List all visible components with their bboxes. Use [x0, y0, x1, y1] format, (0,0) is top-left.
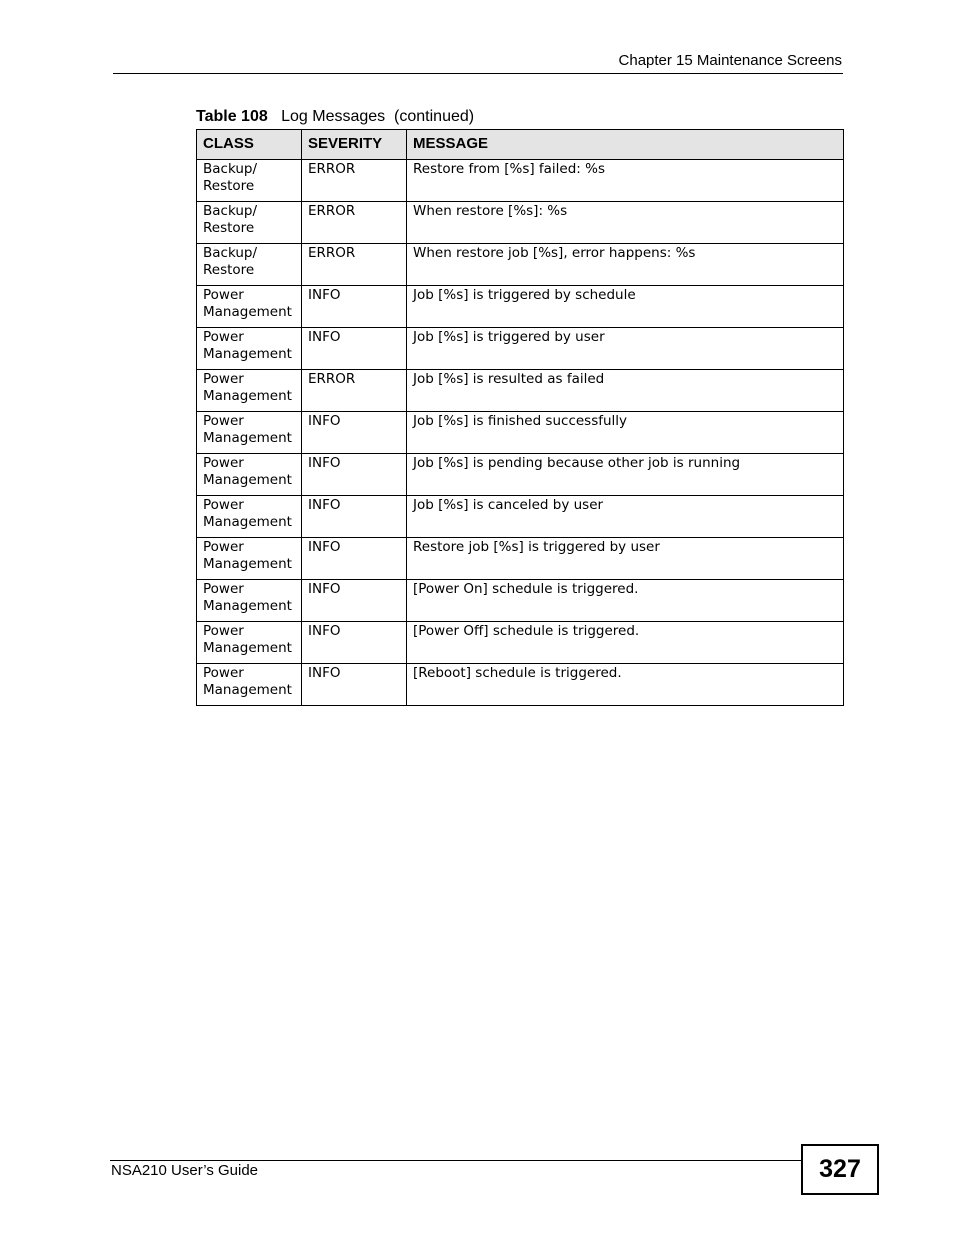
severity-cell: INFO — [302, 622, 407, 664]
class-cell — [197, 622, 302, 664]
class-line-2: Management — [203, 430, 292, 446]
column-header-message: MESSAGE — [407, 130, 844, 160]
class-line-1: Backup/ — [203, 245, 258, 261]
page-number: 327 — [801, 1144, 879, 1195]
severity-cell: INFO — [302, 328, 407, 370]
severity-cell: INFO — [302, 538, 407, 580]
class-line-2: Management — [203, 640, 292, 656]
class-line-2: Restore — [203, 262, 255, 278]
table-row — [197, 370, 844, 412]
table-row — [197, 538, 844, 580]
table-row — [197, 328, 844, 370]
message-cell: Job [%s] is triggered by user — [407, 328, 844, 370]
table-row — [197, 286, 844, 328]
class-line-1: Power — [203, 497, 244, 513]
class-cell — [197, 454, 302, 496]
class-line-1: Power — [203, 413, 244, 429]
class-cell — [197, 244, 302, 286]
severity-cell: INFO — [302, 580, 407, 622]
class-cell — [197, 538, 302, 580]
message-cell: Restore job [%s] is triggered by user — [407, 538, 844, 580]
class-line-2: Management — [203, 304, 292, 320]
class-line-2: Restore — [203, 220, 255, 236]
severity-cell: ERROR — [302, 244, 407, 286]
severity-cell: INFO — [302, 664, 407, 706]
class-cell — [197, 580, 302, 622]
message-cell: Job [%s] is pending because other job is running — [407, 454, 844, 496]
severity-cell: INFO — [302, 286, 407, 328]
class-line-2: Restore — [203, 178, 255, 194]
severity-cell: ERROR — [302, 370, 407, 412]
class-line-1: Power — [203, 455, 244, 471]
table-caption-text: Log Messages (continued) — [281, 108, 475, 125]
class-line-2: Management — [203, 598, 292, 614]
message-cell: When restore [%s]: %s — [407, 202, 844, 244]
class-cell — [197, 496, 302, 538]
table-row — [197, 580, 844, 622]
message-cell: [Power On] schedule is triggered. — [407, 580, 844, 622]
severity-cell: INFO — [302, 496, 407, 538]
table-row — [197, 454, 844, 496]
class-line-2: Management — [203, 388, 292, 404]
table-row — [197, 202, 844, 244]
message-cell: Job [%s] is triggered by schedule — [407, 286, 844, 328]
class-line-2: Management — [203, 682, 292, 698]
class-line-1: Backup/ — [203, 203, 258, 219]
class-cell — [197, 160, 302, 202]
class-line-2: Management — [203, 514, 292, 530]
message-cell: Job [%s] is resulted as failed — [407, 370, 844, 412]
class-line-2: Management — [203, 346, 292, 362]
class-cell — [197, 328, 302, 370]
severity-cell: INFO — [302, 412, 407, 454]
class-line-1: Backup/ — [203, 161, 258, 177]
message-cell: Job [%s] is finished successfully — [407, 412, 844, 454]
message-cell: Job [%s] is canceled by user — [407, 496, 844, 538]
class-cell — [197, 370, 302, 412]
class-cell — [197, 412, 302, 454]
class-line-1: Power — [203, 329, 244, 345]
class-cell — [197, 202, 302, 244]
table-row — [197, 244, 844, 286]
message-cell: [Power Off] schedule is triggered. — [407, 622, 844, 664]
class-cell — [197, 664, 302, 706]
class-cell — [197, 286, 302, 328]
class-line-1: Power — [203, 371, 244, 387]
severity-cell: ERROR — [302, 160, 407, 202]
column-header-severity: SEVERITY — [302, 130, 407, 160]
class-line-1: Power — [203, 287, 244, 303]
table-caption-label: Table 108 — [196, 108, 268, 125]
table-row — [197, 160, 844, 202]
log-messages-table — [196, 129, 844, 706]
severity-cell: INFO — [302, 454, 407, 496]
class-line-1: Power — [203, 539, 244, 555]
table-row — [197, 664, 844, 706]
table-row — [197, 496, 844, 538]
guide-title: NSA210 User’s Guide — [111, 1162, 259, 1179]
class-line-1: Power — [203, 623, 244, 639]
running-header: Chapter 15 Maintenance Screens — [618, 52, 842, 69]
message-cell: Restore from [%s] failed: %s — [407, 160, 844, 202]
class-line-2: Management — [203, 556, 292, 572]
table-row — [197, 412, 844, 454]
column-header-class: CLASS — [197, 130, 302, 160]
class-line-1: Power — [203, 581, 244, 597]
class-line-2: Management — [203, 472, 292, 488]
severity-cell: ERROR — [302, 202, 407, 244]
message-cell: When restore job [%s], error happens: %s — [407, 244, 844, 286]
table-caption — [196, 108, 474, 126]
class-line-1: Power — [203, 665, 244, 681]
message-cell: [Reboot] schedule is triggered. — [407, 664, 844, 706]
table-header-row — [197, 130, 844, 160]
footer-rule — [110, 1160, 802, 1161]
header-rule — [113, 73, 843, 74]
table-row — [197, 622, 844, 664]
